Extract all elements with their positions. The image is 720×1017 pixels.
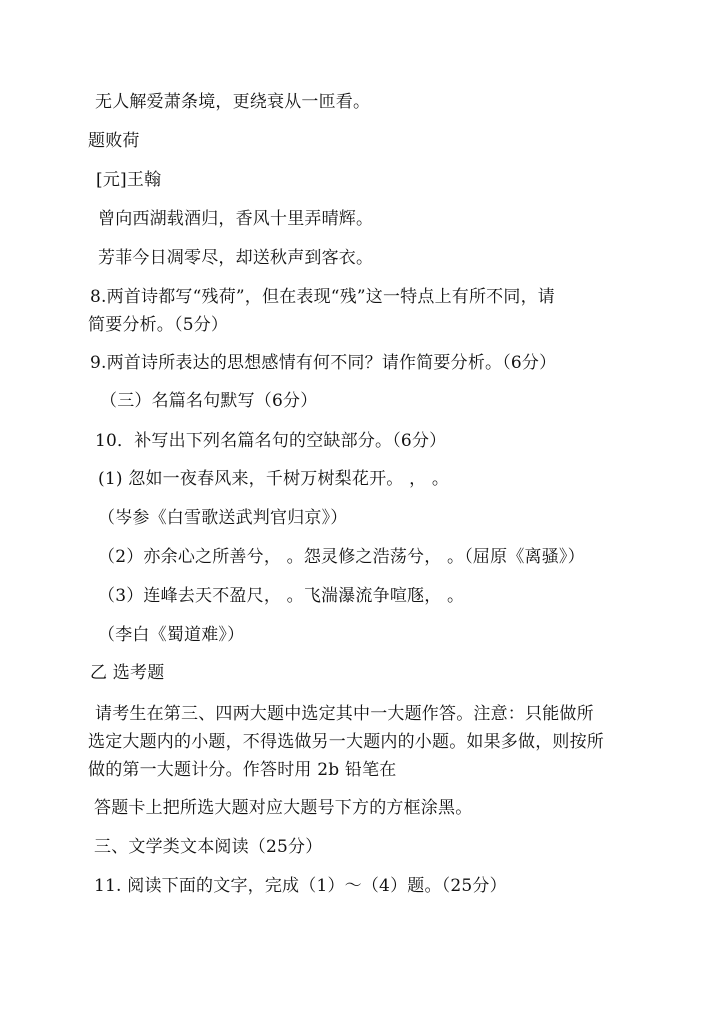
question-8-line-2: 简要分析。（5分） [88, 315, 229, 335]
part-b-heading: 乙 选考题 [90, 663, 165, 683]
question-10-item-3: （3）连峰去天不盈尺， 。飞湍瀑流争喧豗， 。 [98, 586, 465, 606]
instruction-line-2: 选定大题内的小题，不得选做另一大题内的小题。如果多做，则按所 [88, 732, 604, 752]
poem-line-2: 曾向西湖载酒归，香风十里弄晴辉。 [98, 209, 374, 229]
poem-author: [元]王翰 [96, 170, 162, 190]
question-8-line-1: 8.两首诗都写“残荷”，但在表现“残”这一特点上有所不同，请 [90, 287, 555, 307]
question-10-item-2: （2）亦余心之所善兮， 。怨灵修之浩荡兮， 。（屈原《离骚》） [98, 547, 585, 567]
poem-line-3: 芳菲今日凋零尽，却送秋声到客衣。 [98, 248, 374, 268]
question-11: 11. 阅读下面的文字，完成（1）～（4）题。（25分） [94, 876, 507, 896]
question-10-item-1: (1) 忽如一夜春风来，千树万树梨花开。 ， 。 [98, 469, 450, 489]
instruction-line-3: 做的第一大题计分。作答时用 2b 铅笔在 [88, 760, 397, 780]
instruction-line-1: 请考生在第三、四两大题中选定其中一大题作答。注意：只能做所 [95, 704, 594, 724]
question-10-item-3-source: （李白《蜀道难》） [98, 625, 245, 645]
section-heading-3: （三）名篇名句默写（6分） [100, 391, 318, 411]
instruction-line-4: 答题卡上把所选大题对应大题号下方的方框涂黑。 [94, 798, 473, 818]
section-heading-literary: 三、文学类文本阅读（25分） [94, 837, 323, 857]
question-9: 9.两首诗所表达的思想感情有何不同？请作简要分析。（6分） [90, 353, 557, 373]
poem-title: 题败荷 [88, 131, 140, 151]
question-10: 10．补写出下列名篇名句的空缺部分。（6分） [95, 431, 447, 451]
question-10-item-1-source: （岑参《白雪歌送武判官归京》） [98, 508, 348, 528]
poem-line-1: 无人解爱萧条境，更绕衰从一匝看。 [95, 92, 371, 112]
